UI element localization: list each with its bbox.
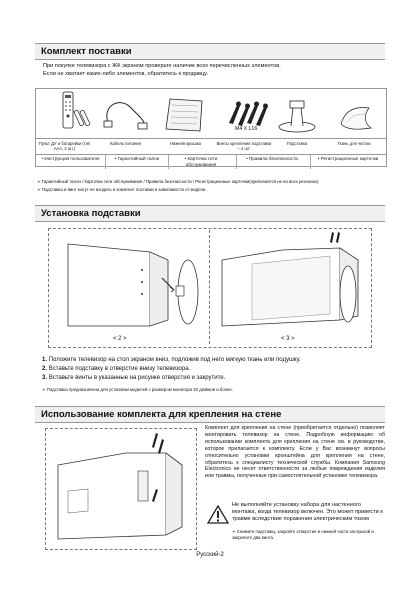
screw-spec-label: M4 X L16: [235, 126, 258, 132]
stand-step-3: 3. Вставьте винты в указанные на рисунке отверстия и закрутите.: [42, 375, 226, 381]
stand-figure-2-label: < 2 >: [113, 336, 127, 342]
bottom-cover-icon: [162, 93, 207, 138]
kit-intro-line-2: Если не хватает каких-либо элементов, обратитесь к продавцу.: [43, 71, 208, 77]
note-arrow-icon: ➣: [37, 179, 42, 184]
page-number: Русский-2: [196, 552, 224, 558]
kit-section-title: Комплект поставки: [41, 46, 132, 57]
item-label-cover: Нижняя крышка: [170, 141, 201, 146]
stand-step-2-illustration: [50, 230, 208, 334]
wall-mount-paragraph: Комплект для крепления на стене (приобретается отдельно) позволяет монтировать телевизор на стене. Подробную информацию об использовании комплекта для крепления на стене см. в руководстве, которое прилагается к комплекту. Если у Вас возникнут вопросы относительно установки кронштейна для крепления на стене, обратитесь к специалисту технической службы. Компания Samsung Electronics не несет ответственности за любые повреждения изделия или травмы, полученные при самостоятельной установке телевизора.: [205, 425, 385, 480]
warning-triangle-icon: [207, 504, 229, 524]
kit-note-2: ➣ Подставка и винт могут не входить в комплект поставки в зависимости от модели.: [37, 187, 207, 192]
remote-and-batteries-icon: [55, 90, 95, 138]
wall-mount-note: ➣ Снимите подставку, закройте отверстие в нижней части заглушкой и закрепите два винта.: [232, 529, 374, 540]
kit-table-divider-2: [35, 154, 387, 155]
screws-icon: [225, 95, 270, 130]
wall-mount-warning: Не выполняйте установку набора для настенного монтажа, когда телевизор включен. Это может привести к травме вследствие поражения электрическим током: [232, 502, 383, 522]
kit-table-divider: [35, 138, 387, 139]
stand-section-header: [35, 205, 385, 222]
optional-divider: [105, 155, 106, 169]
optional-doc-service-card: • Карточка сети обслуживания: [184, 156, 218, 167]
wall-section-title: Использование комплекта для крепления на стене: [41, 409, 282, 420]
cleaning-cloth-icon: [335, 98, 375, 134]
item-label-stand: Подставка: [286, 141, 308, 146]
stand-section-title: Установка подставки: [41, 208, 141, 219]
stand-step-3-illustration: [212, 230, 368, 334]
stand-figure-3-label: < 3 >: [281, 336, 295, 342]
optional-doc-registration: • Регистрационные карточки: [317, 156, 379, 161]
item-label-screws: Винты крепления подставки – 4 шт.: [216, 141, 272, 151]
wall-section-header: [35, 406, 385, 423]
note-arrow-icon: ➣: [232, 529, 237, 534]
item-label-remote: Пульт ДУ и батарейки (тип AAA, 2 шт.): [38, 141, 91, 151]
item-label-cable: Кабель питания: [110, 141, 141, 146]
wall-mount-illustration: [48, 431, 193, 545]
stand-icon: [275, 95, 320, 137]
item-label-cloth: Ткань для чистки: [337, 141, 371, 146]
note-arrow-icon: ➣: [42, 387, 47, 392]
stand-step-2: 2. Вставьте подставку в отверстие внизу телевизора.: [42, 366, 191, 372]
optional-doc-manual: • Инструкция пользователя: [41, 156, 100, 161]
kit-intro-line-1: При покупке телевизора с ЖК экраном проверьте наличие всех перечисленных элементов.: [43, 63, 281, 69]
note-arrow-icon: ➣: [37, 187, 42, 192]
optional-divider: [236, 155, 237, 169]
optional-doc-warranty: • Гарантийный талон: [114, 156, 160, 161]
optional-divider: [310, 155, 311, 169]
stand-illustration-divider: [209, 230, 210, 344]
power-cable-icon: [100, 95, 155, 135]
kit-section-header: [35, 43, 385, 60]
stand-note: ➣ Подставка предназначена для установки моделей с размером монитора 40 дюймов и более.: [42, 387, 234, 392]
optional-doc-safety: • Правила безопасности: [246, 156, 298, 161]
stand-step-1: 1. Положите телевизор на стол экраном вниз, подложив под него мягкую ткань или подушку.: [42, 357, 301, 363]
optional-divider: [168, 155, 169, 169]
kit-note-1: ➣ Гарантийный талон / Карточка сети обслуживания / Правила безопасности / Регистрационные карточки(прилагаются не во всех регионах): [37, 179, 319, 184]
